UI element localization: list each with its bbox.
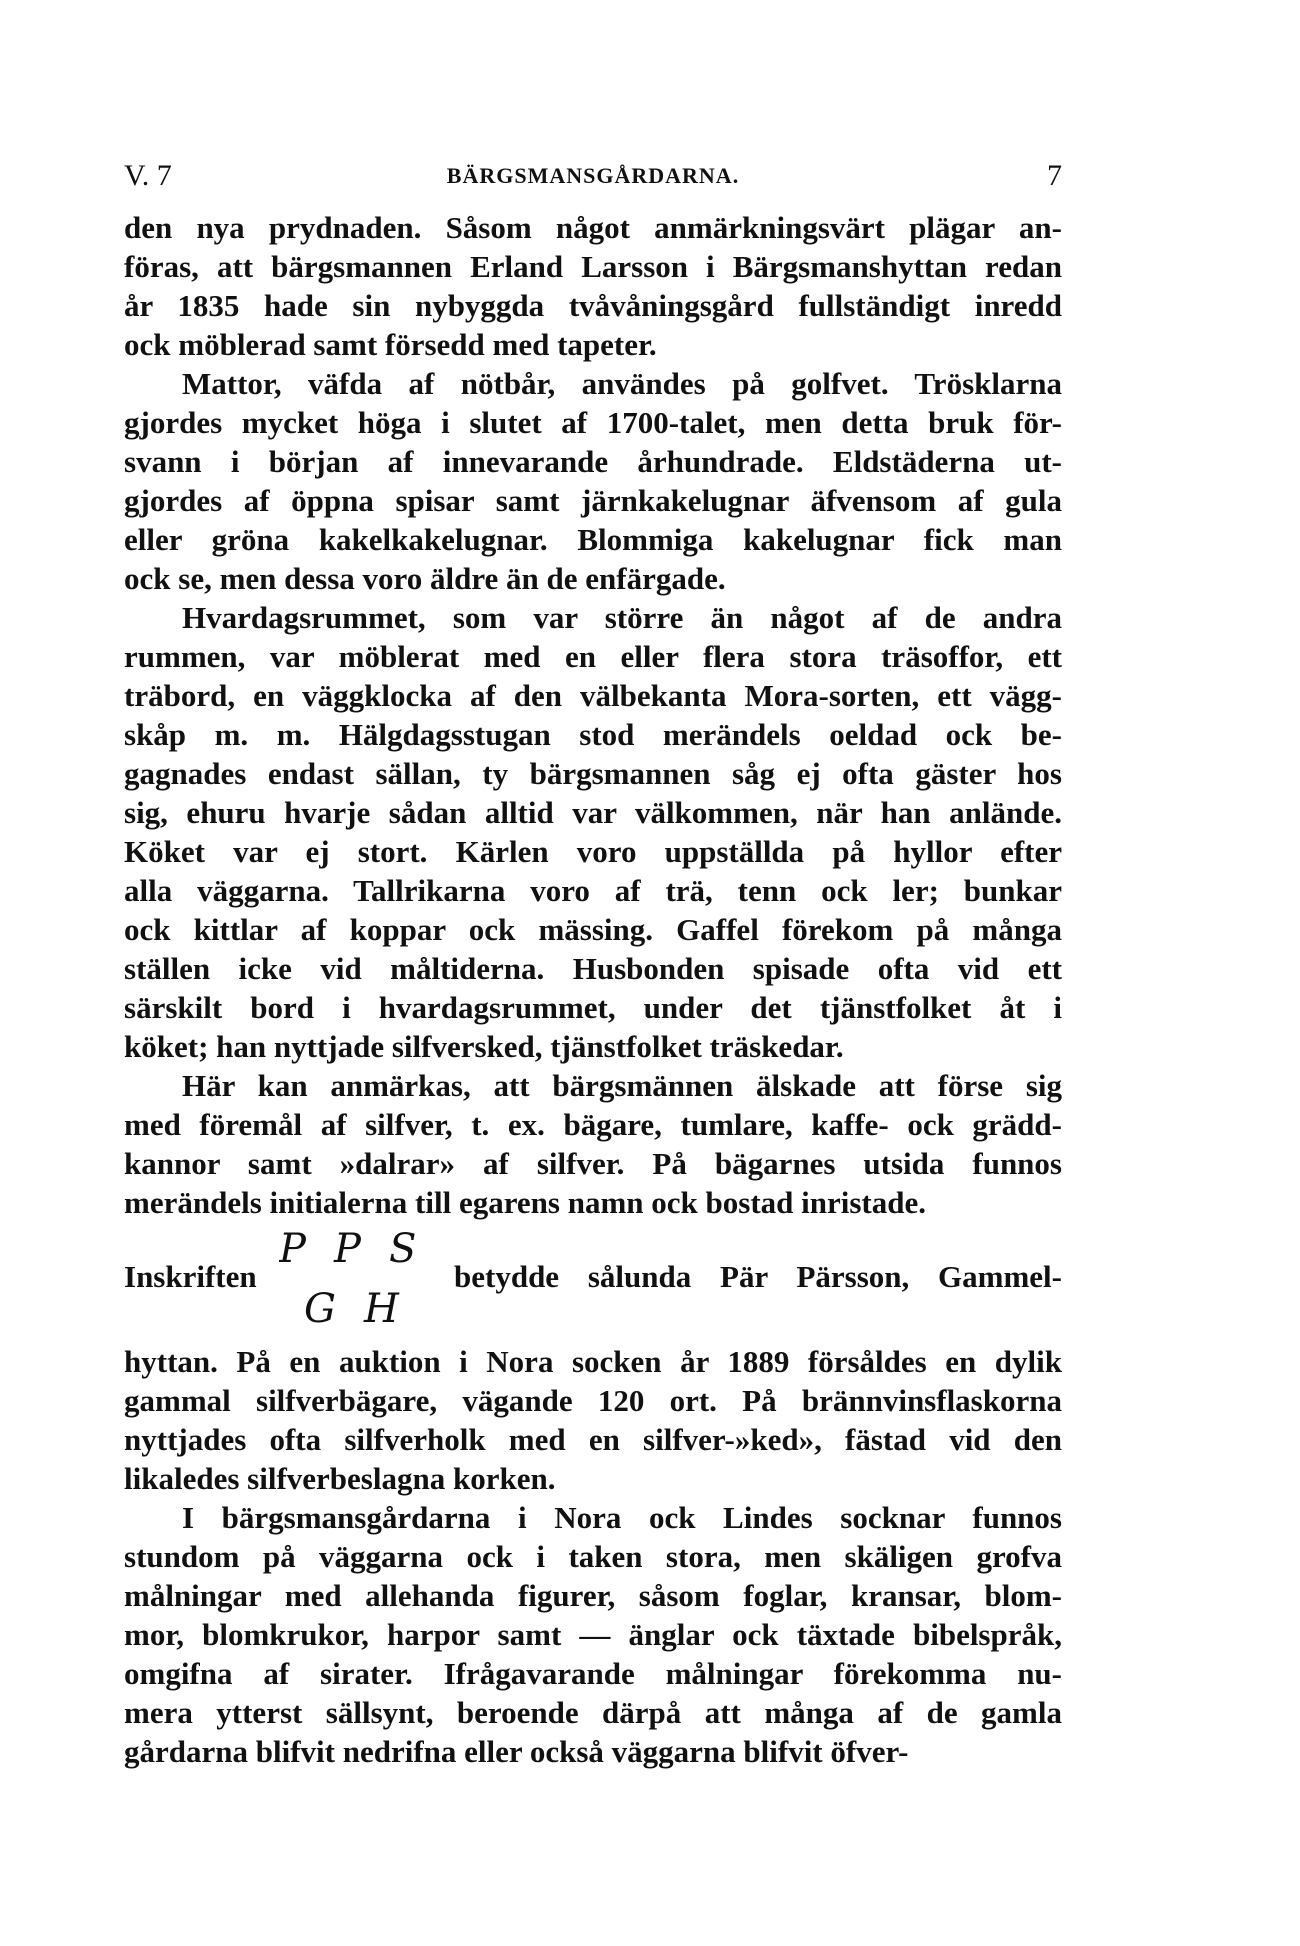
text-line: målningar med allehanda figurer, såsom foglar, kransar, blom- <box>124 1578 1062 1613</box>
text-line: alla väggarna. Tallrikarna voro af trä, tenn ock ler; bunkar <box>124 873 1062 908</box>
monogram-letter: P <box>279 1226 306 1272</box>
paragraph <box>124 208 1062 364</box>
text-line: Hvardagsrummet, som var större än något af de andra <box>182 600 1062 635</box>
body-text <box>124 208 1062 1771</box>
text-line: svann i början af innevarande århundrade. Eldstäderna ut- <box>124 444 1062 479</box>
paragraphs-before-inscription <box>124 208 1062 1222</box>
text-line: Mattor, väfda af nötbår, användes på golfvet. Trösklarna <box>182 366 1062 401</box>
text-line: mera ytterst sällsynt, beroende därpå att många af de gamla <box>124 1695 1062 1730</box>
text-line: gjordes af öppna spisar samt järnkakelugnar äfvensom af gula <box>124 483 1062 518</box>
paragraph <box>124 1498 1062 1771</box>
running-title: BÄRGSMANSGÅRDARNA. <box>446 163 740 188</box>
text-line: eller gröna kakelkakelugnar. Blommiga kakelugnar fick man <box>124 522 1062 557</box>
paragraph <box>124 1066 1062 1222</box>
text-line: skåp m. m. Hälgdagsstugan stod merändels oeldad ock be- <box>124 717 1062 752</box>
monogram-inscription <box>279 1222 449 1342</box>
text-line: merändels initialerna till egarens namn ock bostad inristade. <box>124 1185 927 1220</box>
text-line: mor, blomkrukor, harpor samt — änglar ock täxtade bibelspråk, <box>124 1617 1062 1652</box>
text-line: ock möblerad samt försedd med tapeter. <box>124 327 657 362</box>
text-line: sig, ehuru hvarje sådan alltid var välkommen, när han anlände. <box>124 795 1062 830</box>
text-line: föras, att bärgsmannen Erland Larsson i Bärgsmanshyttan redan <box>124 249 1062 284</box>
text-line: hyttan. På en auktion i Nora socken år 1889 försåldes en dylik <box>124 1344 1062 1379</box>
monogram-letter: H <box>364 1286 399 1332</box>
text-line: omgifna af sirater. Ifrågavarande målningar förekomma nu- <box>124 1656 1062 1691</box>
text-line: I bärgsmansgårdarna i Nora ock Lindes socknar funnos <box>182 1500 1062 1535</box>
monogram-letter: S <box>389 1226 417 1272</box>
text-line: ställen icke vid måltiderna. Husbonden spisade ofta vid ett <box>124 951 1062 986</box>
text-line: år 1835 hade sin nybyggda tvåvåningsgård fullständigt inredd <box>124 288 1062 323</box>
text-line: Köket var ej stort. Kärlen voro uppställda på hyllor efter <box>124 834 1062 869</box>
text-line: med föremål af silfver, t. ex. bägare, tumlare, kaffe- ock grädd- <box>124 1107 1062 1142</box>
text-line: likaledes silfverbeslagna korken. <box>124 1461 556 1496</box>
text-line: gjordes mycket höga i slutet af 1700-talet, men detta bruk för- <box>124 405 1062 440</box>
section-number: V. 7 <box>124 159 172 192</box>
paragraph <box>124 598 1062 1066</box>
text-line: kannor samt »dalrar» af silfver. På bägarnes utsida funnos <box>124 1146 1062 1181</box>
text-line: ock se, men dessa voro äldre än de enfärgade. <box>124 561 726 596</box>
inscription-lead-text: Inskriften <box>124 1259 257 1294</box>
monogram-letter: P <box>334 1226 361 1272</box>
text-line: gagnades endast sällan, ty bärgsmannen såg ej ofta gäster hos <box>124 756 1062 791</box>
text-line: särskilt bord i hvardagsrummet, under det tjänstfolket åt i <box>124 990 1062 1025</box>
page-number: 7 <box>1047 159 1062 192</box>
text-line: stundom på väggarna ock i taken stora, men skäligen grofva <box>124 1539 1062 1574</box>
text-line: Här kan anmärkas, att bärgsmännen älskade att förse sig <box>182 1068 1062 1103</box>
running-header <box>124 156 1062 196</box>
paragraph <box>124 364 1062 598</box>
text-line: gammal silfverbägare, vägande 120 ort. På brännvinsflaskorna <box>124 1383 1062 1418</box>
paragraphs-after-inscription <box>124 1342 1062 1771</box>
text-line: den nya prydnaden. Såsom något anmärkningsvärt plägar an- <box>124 210 1062 245</box>
text-line: rummen, var möblerat med en eller flera stora träsoffor, ett <box>124 639 1062 674</box>
text-line: nyttjades ofta silfverholk med en silfver-»ked», fästad vid den <box>124 1422 1062 1457</box>
inscription-trailing-text: betydde sålunda Pär Pärsson, Gammel- <box>454 1259 1062 1294</box>
text-line: träbord, en väggklocka af den välbekanta Mora-sorten, ett vägg- <box>124 678 1062 713</box>
text-line: ock kittlar af koppar ock mässing. Gaffel förekom på många <box>124 912 1062 947</box>
text-line: köket; han nyttjade silfversked, tjänstfolket träskedar. <box>124 1029 844 1064</box>
monogram-letter: G <box>304 1286 336 1332</box>
paragraph <box>124 1342 1062 1498</box>
text-line: gårdarna blifvit nedrifna eller också väggarna blifvit öfver- <box>124 1734 909 1769</box>
inscription-line <box>124 1222 1062 1342</box>
